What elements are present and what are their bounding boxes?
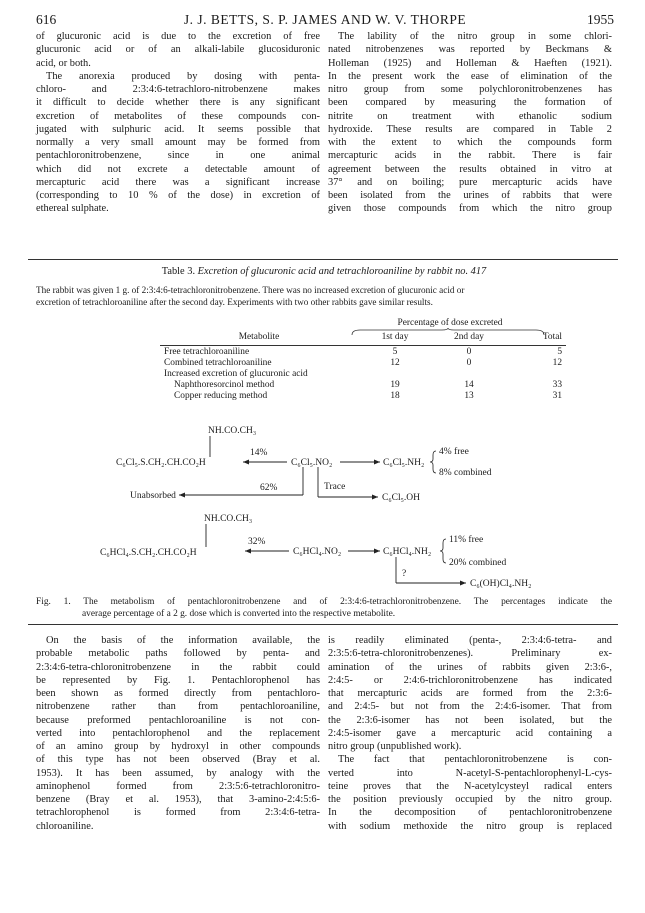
row-label: Free tetrachloroaniline: [164, 347, 250, 357]
arrow-head: [374, 460, 380, 465]
table-3: [160, 332, 566, 402]
text-line: 37° and on boiling; pure mercapturic acids have: [328, 176, 612, 188]
col-header-day2: 2nd day: [454, 332, 484, 342]
text-line: verted into N-acetyl-S-pentachlorophenyl-L-cys-: [328, 767, 612, 779]
row-label: Naphthoresorcinol method: [174, 380, 275, 390]
free-aniline-b: 11% free: [449, 535, 484, 545]
text-line: chloro- and 2:3:4:6-tetrachloro-nitrobenzene makes: [36, 84, 320, 95]
text-line: of an amino group by hydroxyl in other compounds: [36, 741, 320, 752]
text-line: nitrobenzene rather than from pentachloroaniline,: [36, 701, 320, 713]
row-label: Increased excretion of glucuronic acid: [164, 369, 308, 379]
text-line: be represented by Fig. 1. Pentachlorophenol has: [36, 674, 320, 686]
table-row: [160, 391, 566, 402]
table-note-line: The rabbit was given 1 g. of 2:3:4:6-tetrachloronitrobenzene. There was no increased excretion of glucuronic acid or: [36, 285, 465, 295]
cell-total: [506, 369, 566, 380]
text-line: with sodium methoxide the nitro group is replaced: [328, 820, 612, 832]
text-line: chloroaniline.: [36, 820, 94, 832]
col-header-total: Total: [542, 332, 562, 342]
pentachloroaniline: C₆Cl₅.NH₂: [383, 458, 425, 468]
text-line: In the present work the ease of elimination of the: [328, 70, 612, 82]
text-line: ethereal sulphate.: [36, 203, 109, 215]
tetrachloroaniline: C₆HCl₄.NH₂: [383, 547, 432, 557]
text-line: agreement between the results obtained in vitro at: [328, 163, 612, 175]
text-line: 2:4:5- or 2:4:6-trichloronitrobenzene has indicated: [328, 674, 612, 686]
text-line: normally a very small amount may be formed from: [36, 137, 320, 148]
text-line: the 2:3:6-isomer has not been isolated, but the: [328, 714, 612, 726]
text-line: acid, or both.: [36, 57, 91, 69]
authors-header: J. J. BETTS, S. P. JAMES AND W. V. THORPE: [183, 12, 467, 27]
acetyl-group-a: NH.CO.CH₃: [208, 426, 257, 436]
text-line: amination of the urines of rabbits given 2:3:6-,: [328, 661, 612, 673]
text-line: with the extent to which the compounds form: [328, 137, 612, 148]
cell-day1: 5: [392, 347, 398, 357]
row-label: Copper reducing method: [174, 391, 268, 401]
text-line: mercapturic acid there was a significant increase: [36, 176, 320, 188]
table-note: [36, 284, 612, 308]
text-line: hydroxide. These results are compared in Table 2: [328, 123, 612, 135]
table-row: [160, 358, 566, 369]
text-line: In the decomposition of pentachloronitrobenzene: [328, 807, 612, 819]
cell-day1: 12: [390, 358, 400, 368]
text-line: excretion of metabolites of these compounds con-: [36, 110, 320, 122]
text-line: The lability of the nitro group in some chlori-: [338, 31, 612, 42]
text-line: pentachloronitrobenzene, since in one animal: [36, 150, 320, 162]
uncertain-step: ?: [402, 569, 407, 579]
text-line: and 2:4:5- but not from the 2:4:6-isomer. That from: [328, 701, 612, 713]
table-header-row: [160, 332, 566, 346]
text-line: of glucuronic acid is due to the excretion of free: [36, 31, 320, 42]
year: 1955: [587, 12, 614, 27]
running-header: [36, 12, 614, 28]
cell-total: 33: [552, 380, 562, 390]
free-aniline-a: 4% free: [439, 447, 469, 457]
cell-day2: 0: [466, 347, 472, 357]
text-line: Holleman (1925) and Holleman & Haeften (1921).: [328, 57, 612, 69]
text-line: aminophenol formed from 2:3:5:6-tetrachloronitro-: [36, 780, 320, 792]
text-line: been isolated from the urines of rabbits that were: [328, 190, 612, 201]
text-line: On the basis of the information available, the: [46, 635, 320, 646]
mercapturic-acid-b: C₆HCl₄.S.CH₂.CH.CO₂H: [100, 548, 197, 558]
aminotetrachlorophenol: C₆(OH)Cl₄.NH₂: [470, 579, 532, 588]
table-row: [160, 369, 566, 380]
text-line: benzene (Bray et al. 1953), that 3-amino-2:4:5:6-: [36, 794, 320, 805]
combined-aniline-a: 8% combined: [439, 468, 492, 478]
arrow-head: [245, 549, 251, 554]
table-row: [160, 347, 566, 358]
bottom-right-column: [328, 634, 612, 833]
text-line: 2:3:4:6-tetra-chloronitrobenzene in the rabbit could: [36, 661, 320, 673]
top-left-column: [36, 30, 320, 216]
text-line: probable metabolic paths followed by penta- and: [36, 648, 320, 660]
cell-day1: 19: [390, 380, 400, 390]
text-line: (corresponding to 10 % of the dose) in excretion of: [36, 190, 320, 201]
text-line: 2:3:5:6-tetra-chloronitrobenzenes). Preliminary ex-: [328, 648, 612, 660]
percent-unabsorbed: 62%: [260, 483, 278, 493]
arrow-head: [179, 493, 185, 498]
text-line: nated nitrobenzenes was reported by Beckmans &: [328, 44, 612, 56]
col-header-metabolite: Metabolite: [238, 332, 280, 342]
cell-day1: 18: [390, 391, 400, 401]
metabolic-scheme: [90, 423, 560, 588]
row-label: Combined tetrachloroaniline: [164, 358, 272, 368]
cell-total: 5: [557, 347, 562, 357]
text-line: been compared by measuring the formation of: [328, 97, 612, 109]
pentachlorophenol: C₆Cl₅.OH: [382, 493, 421, 503]
text-line: 1953). It has been assumed, by analogy with the: [36, 767, 320, 779]
text-line: teine proves that the N-acetylcysteyl radical enters: [328, 780, 612, 792]
text-line: which did not excrete a detectable amount of: [36, 163, 320, 175]
table-caption-title: Excretion of glucuronic acid and tetrachloroaniline by rabbit no. 417: [197, 266, 487, 277]
percent-mercapturic-a: 14%: [250, 448, 268, 458]
cell-day2: 0: [466, 358, 472, 368]
cell-day2: [432, 369, 506, 380]
figure-caption-line: average percentage of a 2 g. dose which is converted into the respective metabolite.: [82, 609, 396, 619]
text-line: 2:4:5-isomer gave a mercapturic acid containing a: [328, 727, 612, 739]
text-line: given those compounds from which the nitro group: [328, 203, 612, 215]
table-caption-prefix: Table 3.: [161, 266, 196, 277]
mercapturic-acid-a: C₆Cl₅.S.CH₂.CH.CO₂H: [116, 458, 206, 468]
unabsorbed-label: Unabsorbed: [130, 491, 176, 501]
text-line: that mercapturic acids are formed from the 2:3:6-: [328, 688, 612, 699]
text-line: of this type has not been observed (Bray et al.: [36, 754, 320, 766]
text-line: nitro group from some polychloronitrobenzenes has: [328, 84, 612, 95]
page-number: 616: [36, 12, 57, 27]
arrow-head: [374, 549, 380, 554]
table-caption: [36, 266, 612, 277]
brace: [440, 539, 446, 563]
trace-label: Trace: [324, 482, 346, 492]
table-row: [160, 380, 566, 391]
text-line: verted into pentachlorophenol and the replacement: [36, 727, 320, 739]
text-line: The anorexia produced by dosing with penta-: [46, 70, 320, 82]
text-line: it difficult to decide whether there is any significant: [36, 97, 320, 109]
figure-bottom-rule: [28, 624, 618, 625]
arrow-head: [372, 495, 378, 500]
text-line: tetrachlorophenol is formed from 2:3:4:6-tetra-: [36, 807, 320, 819]
table-note-line: excretion of tetrachloroaniline after the second day. Experiments with two other rabbits gave similar results.: [36, 297, 433, 307]
cell-day1: [358, 369, 432, 380]
col-header-day1: 1st day: [381, 332, 409, 342]
arrow-head: [243, 460, 249, 465]
text-line: glucuronic acid or of an alkali-labile glucosiduronic: [36, 44, 320, 56]
combined-aniline-b: 20% combined: [449, 558, 507, 568]
text-line: is readily eliminated (penta-, 2:3:4:6-tetra- and: [328, 635, 612, 646]
tetrachloronitrobenzene: C₆HCl₄.NO₂: [293, 547, 342, 557]
text-line: nitrite on treatment with ethanolic sodium: [328, 110, 612, 122]
pentachloronitrobenzene: C₆Cl₅.NO₂: [291, 458, 333, 468]
bottom-left-column: [36, 634, 320, 833]
figure-caption: [36, 596, 612, 620]
text-line: mercapturic acids in the rabbit. There is fair: [328, 150, 612, 162]
top-right-column: [328, 30, 612, 216]
acetyl-group-b: NH.CO.CH₃: [204, 514, 253, 524]
text-line: been shown as formed directly from pentachloro-: [36, 688, 320, 699]
arrow-head: [460, 581, 466, 586]
cell-total: 31: [552, 391, 562, 401]
text-line: The fact that pentachloronitrobenzene is con-: [338, 754, 612, 766]
cell-total: 12: [552, 358, 562, 368]
cell-day2: 14: [464, 380, 474, 390]
text-line: the position previously occupied by the nitro group.: [328, 794, 612, 805]
text-line: because preformed pentachloroaniline is not con-: [36, 714, 320, 726]
brace: [430, 451, 436, 473]
figure-caption-line: Fig. 1. The metabolism of pentachloronitrobenzene and of 2:3:4:6-tetrachloronitrobenzene. The percentages indicate the: [36, 597, 612, 607]
percent-mercapturic-b: 32%: [248, 537, 266, 547]
percentage-span-header: Percentage of dose excreted: [397, 318, 503, 328]
text-line: nitro group (unpublished work).: [328, 741, 462, 752]
text-line: jugated with sulphuric acid. It seems possible that: [36, 123, 320, 135]
cell-day2: 13: [464, 391, 474, 401]
table-top-rule: [28, 259, 618, 260]
